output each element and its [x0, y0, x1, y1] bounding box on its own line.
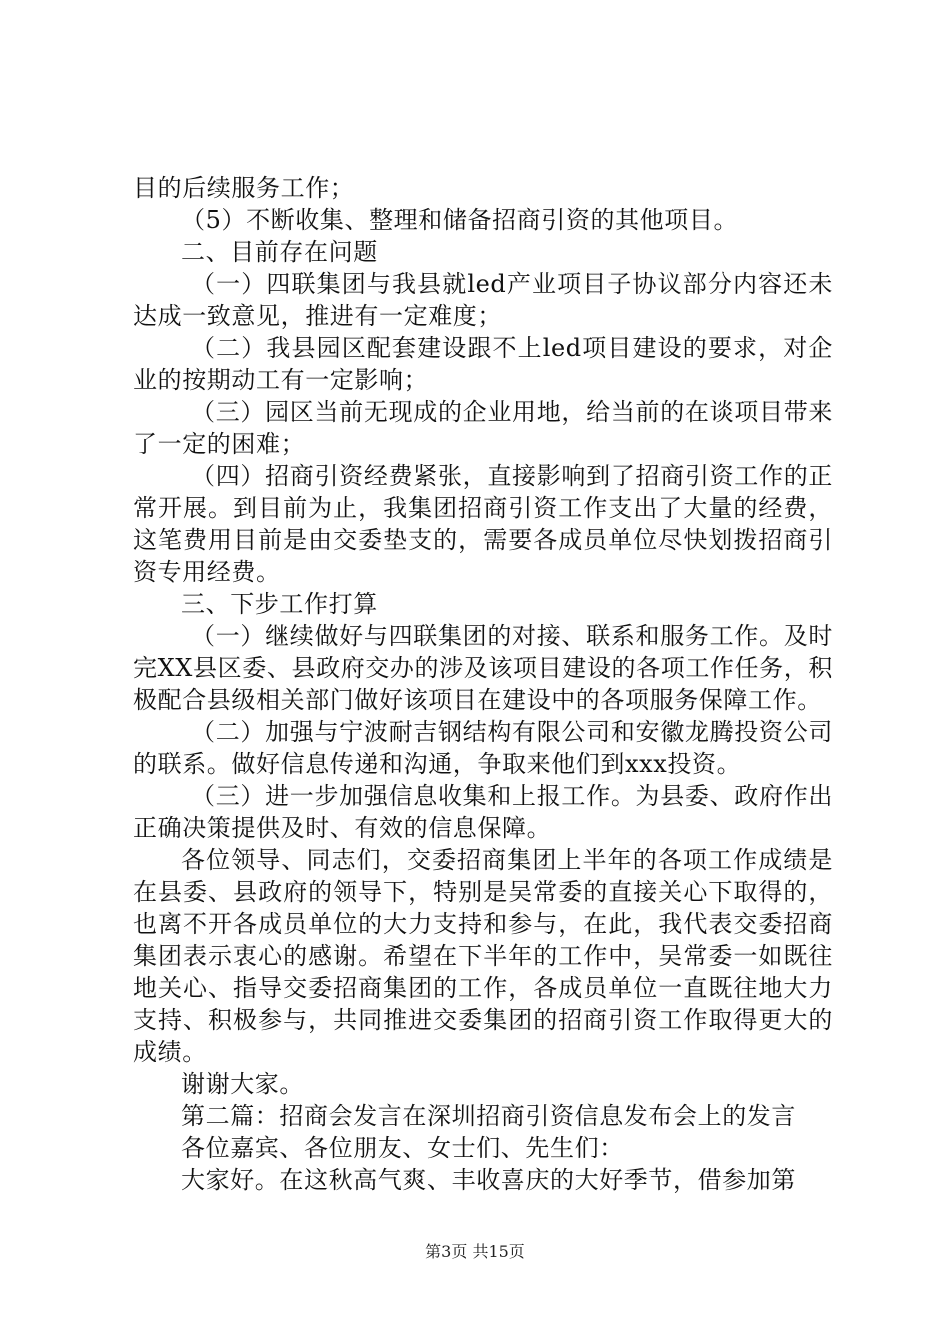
- paragraph-plan-2: （二）加强与宁波耐吉钢结构有限公司和安徽龙腾投资公司的联系。做好信息传递和沟通，争取来他们到xxx投资。: [133, 718, 833, 778]
- paragraph-thanks-body: 各位领导、同志们，交委招商集团上半年的各项工作成绩是在县委、县政府的领导下，特别是吴常委的直接关心下取得的，也离不开各成员单位的大力支持和参与，在此，我代表交委招商集团表示衷心的感谢。希望在下半年的工作中，吴常委一如既往地关心、指导交委招商集团的工作，各成员单位一直既往地大力支持、积极参与，共同推进交委集团的招商引资工作取得更大的成绩。: [133, 846, 833, 1066]
- paragraph-opening: 大家好。在这秋高气爽、丰收喜庆的大好季节，借参加第: [181, 1166, 796, 1194]
- paragraph-problem-3: （三）园区当前无现成的企业用地，给当前的在谈项目带来了一定的困难；: [133, 398, 833, 458]
- paragraph-problem-2: （二）我县园区配套建设跟不上led项目建设的要求，对企业的按期动工有一定影响；: [133, 334, 833, 394]
- paragraph-plan-3: （三）进一步加强信息收集和上报工作。为县委、政府作出正确决策提供及时、有效的信息保障。: [133, 782, 833, 842]
- section-heading-problems: 二、目前存在问题: [181, 238, 378, 266]
- page-number-footer: 第3页 共15页: [425, 1242, 525, 1261]
- paragraph-problem-4: （四）招商引资经费紧张，直接影响到了招商引资工作的正常开展。到目前为止，我集团招商引资工作支出了大量的经费，这笔费用目前是由交委垫支的，需要各成员单位尽快划拨招商引资专用经费。: [133, 462, 833, 586]
- paragraph-plan-1: （一）继续做好与四联集团的对接、联系和服务工作。及时完XX县区委、县政府交办的涉及该项目建设的各项工作任务，积极配合县级相关部门做好该项目在建设中的各项服务保障工作。: [133, 622, 833, 714]
- section-heading-next-steps: 三、下步工作打算: [181, 590, 378, 618]
- paragraph-thank-you: 谢谢大家。: [181, 1070, 304, 1098]
- paragraph-salutation: 各位嘉宾、各位朋友、女士们、先生们：: [181, 1134, 624, 1162]
- document-body: [133, 172, 833, 1196]
- paragraph-problem-1: （一）四联集团与我县就led产业项目子协议部分内容还未达成一致意见，推进有一定难度；: [133, 270, 833, 330]
- chapter-heading-second: 第二篇：招商会发言在深圳招商引资信息发布会上的发言: [181, 1102, 796, 1130]
- paragraph-item-5: （5）不断收集、整理和储备招商引资的其他项目。: [181, 206, 739, 234]
- paragraph-continuation: 目的后续服务工作；: [133, 174, 355, 202]
